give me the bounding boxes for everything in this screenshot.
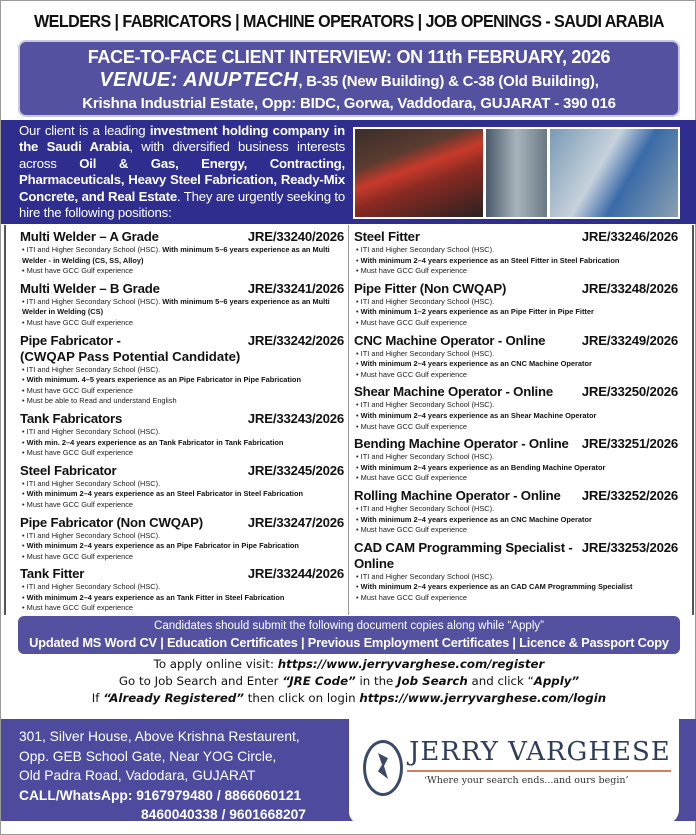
bullet-icon: • bbox=[22, 582, 27, 592]
bullet-icon: • bbox=[356, 255, 361, 265]
job-header bbox=[354, 281, 678, 297]
bullet-icon: • bbox=[356, 400, 361, 410]
text: Must have GCC Gulf experience bbox=[360, 266, 468, 276]
job-requirement bbox=[20, 365, 344, 376]
text: Must have GCC Gulf experience bbox=[26, 551, 134, 561]
text: ITI and Higher Secondary School (HSC). bbox=[360, 348, 495, 358]
job-requirement bbox=[354, 307, 678, 318]
text-bold: Oil & Gas, Energy, Contracting, Pharmaceuticals, Heavy Steel Fabrication, Ready-Mix Concrete, and Real Estate bbox=[19, 155, 345, 204]
job-header bbox=[20, 566, 344, 582]
text: Must have GCC Gulf experience bbox=[26, 266, 134, 276]
welder-photo bbox=[355, 129, 483, 217]
text: Must have GCC Gulf experience bbox=[360, 369, 468, 379]
job-list-right bbox=[349, 225, 694, 615]
venue-label: VENUE: ANUPTECH bbox=[99, 69, 299, 91]
text: ITI and Higher Secondary School (HSC). bbox=[26, 364, 161, 374]
job-code: JRE/33244/2026 bbox=[247, 566, 344, 582]
job-requirement bbox=[20, 479, 344, 490]
apply-text: If bbox=[91, 691, 104, 705]
job-requirement bbox=[354, 256, 678, 267]
text-bold: With min. 2–4 years experience as an Tank Fabricator in Tank Fabrication bbox=[26, 437, 284, 447]
text: Must have GCC Gulf experience bbox=[360, 421, 468, 431]
bullet-icon: • bbox=[356, 369, 361, 379]
job-requirement bbox=[354, 411, 678, 422]
job-requirement bbox=[354, 572, 678, 583]
job-header bbox=[354, 540, 678, 572]
bullet-icon: • bbox=[356, 525, 361, 535]
job-requirement bbox=[20, 318, 344, 329]
job-posting bbox=[20, 333, 344, 407]
job-code: JRE/33240/2026 bbox=[247, 229, 344, 244]
job-requirement bbox=[20, 489, 344, 500]
phone-numbers: CALL/WhatsApp: 9167979480 / 8866060121 bbox=[19, 787, 302, 803]
text: ITI and Higher Secondary School (HSC). bbox=[360, 452, 495, 462]
job-requirement bbox=[354, 359, 678, 370]
text-bold: With minimum. 4–5 years experience as an Pipe Fabricator in Pipe Fabrication bbox=[26, 375, 301, 385]
job-title: CNC Machine Operator - Online bbox=[354, 332, 546, 348]
bullet-icon: • bbox=[356, 348, 361, 358]
job-requirement bbox=[20, 593, 344, 604]
text: Must have GCC Gulf experience bbox=[26, 603, 134, 613]
text: . They are urgently seeking to hire the following positions: bbox=[19, 188, 345, 221]
job-posting bbox=[20, 566, 344, 614]
job-requirement bbox=[20, 541, 344, 552]
text: Must have GCC Gulf experience bbox=[360, 473, 468, 483]
job-header bbox=[20, 333, 344, 349]
job-posting bbox=[354, 488, 678, 536]
text-bold: With minimum 2–4 years experience as an Steel Fabricator in Steel Fabrication bbox=[26, 489, 304, 499]
job-title: Steel Fabricator bbox=[20, 462, 117, 478]
apply-text: Go to Job Search and Enter bbox=[118, 674, 283, 688]
bullet-icon: • bbox=[356, 410, 361, 420]
text: Must have GCC Gulf experience bbox=[360, 317, 468, 327]
job-requirement bbox=[354, 593, 678, 604]
text-bold: With minimum 2–4 years experience as an Steel Fitter in Steel Fabrication bbox=[360, 255, 620, 265]
bullet-icon: • bbox=[356, 462, 361, 472]
job-title: Pipe Fabricator (Non CWQAP) bbox=[20, 514, 203, 530]
bullet-icon: • bbox=[22, 375, 27, 385]
bullet-icon: • bbox=[356, 592, 361, 602]
text: ITI and Higher Secondary School (HSC). bbox=[26, 582, 161, 592]
job-header bbox=[20, 515, 344, 531]
bullet-icon: • bbox=[356, 571, 361, 581]
job-subtitle: (CWQAP Pass Potential Candidate) bbox=[20, 348, 241, 364]
cnc-operator-photo bbox=[550, 129, 678, 217]
job-posting bbox=[354, 540, 678, 604]
job-header bbox=[20, 463, 344, 479]
text: ITI and Higher Secondary School (HSC). bbox=[360, 296, 495, 306]
logo-emblem-icon bbox=[363, 740, 403, 796]
job-requirement bbox=[20, 266, 344, 277]
bullet-icon: • bbox=[22, 317, 27, 327]
text-bold: With minimum 5–6 years experience as an Multi Welder - in Welding (CS, SS, Alloy) bbox=[22, 245, 330, 265]
bullet-icon: • bbox=[22, 551, 27, 561]
intro-text bbox=[19, 123, 345, 221]
job-code: JRE/33253/2026 bbox=[581, 539, 678, 555]
job-code: JRE/33246/2026 bbox=[581, 229, 678, 244]
text-bold: With minimum 2–4 years experience as an CNC Machine Operator bbox=[360, 359, 592, 369]
register-link[interactable]: https://www.jerryvarghese.com/register bbox=[277, 657, 545, 671]
bullet-icon: • bbox=[22, 448, 27, 458]
text: Must have GCC Gulf experience bbox=[360, 525, 468, 535]
text: Must have GCC Gulf experience bbox=[26, 448, 134, 458]
bullet-icon: • bbox=[22, 603, 27, 613]
client-intro bbox=[1, 120, 696, 224]
job-code: JRE/33251/2026 bbox=[581, 436, 678, 452]
job-requirement bbox=[354, 515, 678, 526]
text-bold: investment holding company in the Saudi Arabia bbox=[19, 123, 345, 155]
apply-line-search bbox=[1, 673, 696, 690]
job-posting bbox=[20, 515, 344, 563]
job-posting bbox=[354, 229, 678, 277]
phone-numbers-2: 8460040338 / 9601668207 bbox=[141, 807, 306, 822]
job-header bbox=[354, 436, 678, 452]
job-posting bbox=[20, 281, 344, 329]
job-title: Tank Fitter bbox=[20, 566, 85, 582]
interview-banner bbox=[18, 40, 680, 117]
text-bold: With minimum 2–4 years experience as an Pipe Fabricator in Pipe Fabrication bbox=[26, 541, 299, 551]
bullet-icon: • bbox=[356, 582, 361, 592]
job-code: JRE/33252/2026 bbox=[581, 487, 678, 503]
job-header bbox=[354, 488, 678, 504]
address-line: 301, Silver House, Above Krishna Restaurent, bbox=[19, 729, 300, 744]
bullet-icon: • bbox=[356, 473, 361, 483]
job-code: JRE/33250/2026 bbox=[581, 384, 678, 400]
job-header bbox=[354, 333, 678, 349]
text: Must be able to Read and understand English bbox=[26, 396, 177, 406]
job-title: Rolling Machine Operator - Online bbox=[354, 487, 561, 503]
text: , with diversified business interests across bbox=[19, 139, 345, 171]
job-requirement bbox=[354, 245, 678, 256]
job-posting bbox=[354, 436, 678, 484]
job-title: Multi Welder – B Grade bbox=[20, 280, 160, 296]
job-requirement bbox=[354, 266, 678, 277]
job-code: JRE/33245/2026 bbox=[247, 462, 344, 478]
text-bold: With minimum 2–4 years experience as an CAD CAM Programming Specialist bbox=[360, 582, 633, 592]
job-posting bbox=[354, 384, 678, 432]
job-code: JRE/33242/2026 bbox=[247, 332, 344, 348]
job-title: Bending Machine Operator - Online bbox=[354, 436, 569, 452]
apply-line-login bbox=[1, 690, 696, 707]
text: ITI and Higher Secondary School (HSC). bbox=[360, 571, 495, 581]
address-line: Old Padra Road, Vadodara, GUJARAT bbox=[19, 768, 256, 783]
text: Must have GCC Gulf experience bbox=[26, 317, 134, 327]
job-header bbox=[354, 229, 678, 245]
job-title: Shear Machine Operator - Online bbox=[354, 384, 553, 400]
job-requirement bbox=[354, 504, 678, 515]
bullet-icon: • bbox=[356, 359, 361, 369]
bullet-icon: • bbox=[356, 307, 361, 317]
job-requirement bbox=[354, 400, 678, 411]
text: ITI and Higher Secondary School (HSC). bbox=[26, 530, 161, 540]
job-title: Pipe Fitter (Non CWQAP) bbox=[354, 280, 507, 296]
apply-text: and click “ bbox=[467, 674, 534, 688]
job-requirement bbox=[354, 349, 678, 360]
apply-text-bold: Apply” bbox=[533, 674, 580, 688]
text: ITI and Higher Secondary School (HSC). bbox=[360, 503, 495, 513]
job-requirement bbox=[20, 582, 344, 593]
bullet-icon: • bbox=[22, 296, 27, 306]
apply-text: then click on login bbox=[243, 691, 360, 705]
documents-banner bbox=[18, 616, 680, 654]
job-requirement bbox=[20, 552, 344, 563]
apply-text: in the bbox=[355, 674, 398, 688]
job-header bbox=[20, 281, 344, 297]
office-address bbox=[19, 727, 306, 825]
ad-headline: WELDERS | FABRICATORS | MACHINE OPERATORS | JOB OPENINGS - SAUDI ARABIA bbox=[34, 11, 664, 31]
job-code: JRE/33249/2026 bbox=[581, 332, 678, 348]
bullet-icon: • bbox=[22, 592, 27, 602]
bullet-icon: • bbox=[22, 426, 27, 436]
venue-line bbox=[20, 68, 678, 94]
logo-tagline: ‘Where your search ends...and ours begin’ bbox=[424, 775, 629, 786]
text-bold: With minimum 2–4 years experience as an CNC Machine Operator bbox=[360, 514, 592, 524]
logo-divider bbox=[407, 770, 671, 772]
bullet-icon: • bbox=[22, 364, 27, 374]
bullet-icon: • bbox=[22, 245, 27, 254]
job-requirement bbox=[354, 422, 678, 433]
jre-code-text: “JRE Code” bbox=[282, 674, 356, 688]
job-requirement bbox=[20, 500, 344, 511]
text: Must have GCC Gulf experience bbox=[26, 499, 134, 509]
job-list-left bbox=[4, 225, 349, 615]
bullet-icon: • bbox=[356, 296, 361, 306]
bullet-icon: • bbox=[22, 385, 27, 395]
photo-strip bbox=[353, 127, 680, 219]
already-registered-text: “Already Registered” bbox=[103, 691, 244, 705]
job-requirement bbox=[354, 318, 678, 329]
job-requirement bbox=[20, 603, 344, 614]
job-requirement bbox=[354, 370, 678, 381]
job-requirement bbox=[354, 297, 678, 308]
apply-text: To apply online visit: bbox=[153, 657, 278, 671]
text-bold: With minimum 2–4 years experience as an Bending Machine Operator bbox=[360, 462, 606, 472]
documents-intro: Candidates should submit the following document copies along while “Apply” bbox=[154, 620, 544, 632]
job-requirement bbox=[20, 375, 344, 386]
fabricator-photo bbox=[486, 129, 547, 217]
text: Our client is a leading bbox=[19, 123, 150, 138]
job-code: JRE/33243/2026 bbox=[247, 410, 344, 426]
job-requirement bbox=[20, 427, 344, 438]
job-title: Tank Fabricators bbox=[20, 410, 123, 426]
bullet-icon: • bbox=[22, 541, 27, 551]
bullet-icon: • bbox=[22, 478, 27, 488]
job-search-text: Job Search bbox=[397, 674, 468, 688]
address-line: Opp. GEB School Gate, Near YOG Circle, bbox=[19, 748, 277, 764]
interview-date: FACE-TO-FACE CLIENT INTERVIEW: ON 11th FEBRUARY, 2026 bbox=[87, 47, 611, 67]
job-posting bbox=[354, 333, 678, 381]
job-code: JRE/33241/2026 bbox=[247, 280, 344, 296]
text-bold: With minimum 2–4 years experience as an Tank Fitter in Steel Fabrication bbox=[26, 592, 285, 602]
documents-list: Updated MS Word CV | Education Certificates | Previous Employment Certificates | Licence & Passport Copy bbox=[29, 635, 669, 650]
job-requirement bbox=[354, 525, 678, 536]
login-link[interactable]: https://www.jerryvarghese.com/login bbox=[359, 691, 607, 705]
bullet-icon: • bbox=[22, 396, 27, 406]
bullet-icon: • bbox=[356, 503, 361, 513]
venue-address: Krishna Industrial Estate, Opp: BIDC, Gorwa, Vaddodara, GUJARAT - 390 016 bbox=[82, 95, 616, 112]
bullet-icon: • bbox=[22, 489, 27, 499]
text: Must have GCC Gulf experience bbox=[360, 592, 468, 602]
text-bold: With minimum 1–2 years experience as an Pipe Fitter in Pipe Fitter bbox=[360, 307, 594, 317]
bullet-icon: • bbox=[22, 499, 27, 509]
apply-instructions bbox=[1, 656, 696, 707]
job-title: CAD CAM Programming Specialist - Online bbox=[354, 539, 573, 571]
job-header bbox=[20, 229, 344, 245]
job-requirement bbox=[354, 582, 678, 593]
bullet-icon: • bbox=[356, 266, 361, 276]
job-requirement bbox=[20, 448, 344, 459]
job-posting bbox=[354, 281, 678, 329]
job-requirement bbox=[354, 473, 678, 484]
bullet-icon: • bbox=[356, 245, 361, 254]
bullet-icon: • bbox=[356, 452, 361, 462]
bullet-icon: • bbox=[356, 317, 361, 327]
job-posting bbox=[20, 411, 344, 459]
job-requirement bbox=[354, 463, 678, 474]
job-header bbox=[354, 384, 678, 400]
job-requirement bbox=[354, 452, 678, 463]
text: ITI and Higher Secondary School (HSC). bbox=[26, 426, 161, 436]
job-code: JRE/33247/2026 bbox=[247, 514, 344, 530]
job-requirement bbox=[20, 531, 344, 542]
text: ITI and Higher Secondary School (HSC). bbox=[26, 478, 161, 488]
job-title: Pipe Fabricator - bbox=[20, 332, 121, 348]
text-bold: With minimum 2–4 years experience as an Shear Machine Operator bbox=[360, 410, 597, 420]
text: ITI and Higher Secondary School (HSC). bbox=[26, 296, 163, 306]
apply-line-register bbox=[1, 656, 696, 673]
job-posting bbox=[20, 229, 344, 277]
logo-name: JERRY VARGHESE bbox=[409, 737, 671, 767]
job-requirement bbox=[20, 386, 344, 397]
job-requirement bbox=[20, 438, 344, 449]
job-requirement bbox=[20, 396, 344, 407]
text: ITI and Higher Secondary School (HSC). bbox=[360, 245, 495, 254]
job-posting bbox=[20, 463, 344, 511]
venue-building: , B-35 (New Building) & C-38 (Old Building), bbox=[298, 73, 599, 90]
bullet-icon: • bbox=[22, 437, 27, 447]
bullet-icon: • bbox=[356, 421, 361, 431]
bullet-icon: • bbox=[22, 530, 27, 540]
company-logo bbox=[349, 712, 679, 824]
text: Must have GCC Gulf experience bbox=[26, 385, 134, 395]
text-bold: With minimum 5–6 years experience as an Multi Welder in Welding (CS) bbox=[22, 296, 330, 317]
bullet-icon: • bbox=[356, 514, 361, 524]
job-title: Steel Fitter bbox=[354, 229, 420, 244]
job-header bbox=[20, 411, 344, 427]
job-requirement bbox=[20, 297, 344, 318]
text: ITI and Higher Secondary School (HSC). bbox=[360, 400, 495, 410]
text: ITI and Higher Secondary School (HSC). bbox=[26, 245, 163, 254]
job-requirement bbox=[20, 245, 344, 266]
bullet-icon: • bbox=[22, 266, 27, 276]
job-title: Multi Welder – A Grade bbox=[20, 229, 159, 244]
job-code: JRE/33248/2026 bbox=[581, 280, 678, 296]
